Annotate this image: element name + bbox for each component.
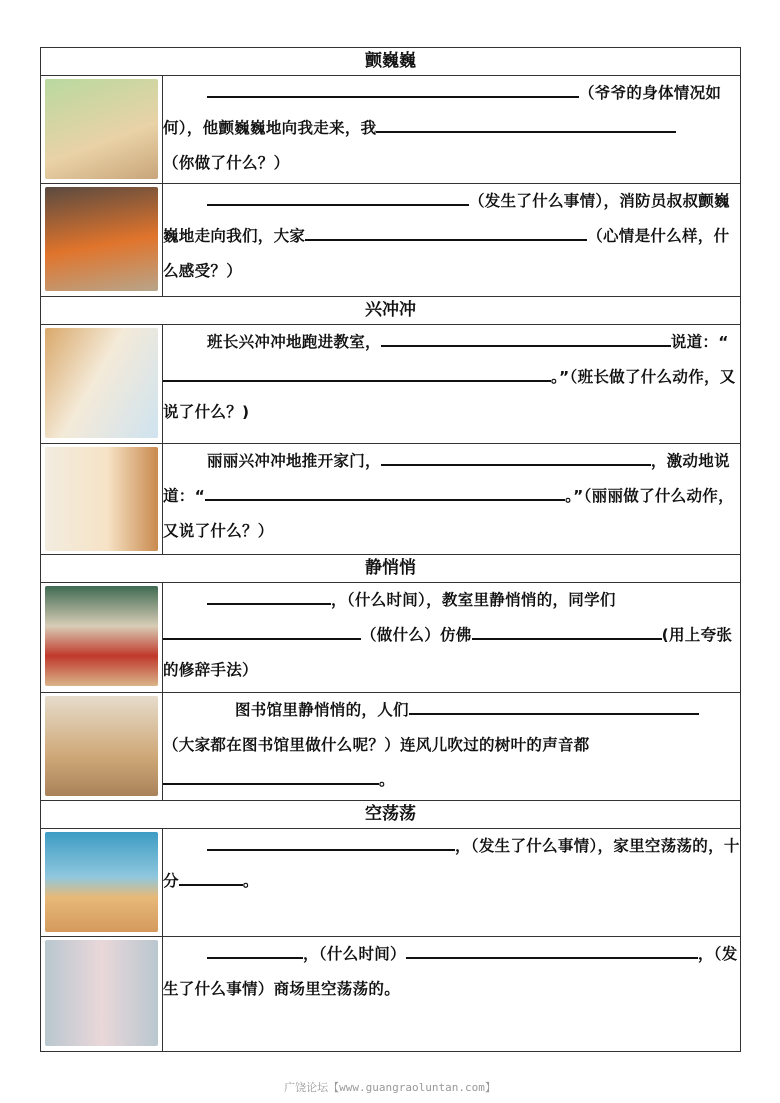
exercise-item xyxy=(163,583,741,693)
answer-blank[interactable] xyxy=(381,325,671,347)
shopping-mall-image xyxy=(45,940,158,1046)
answer-blank[interactable] xyxy=(207,184,469,206)
section-title: 兴冲冲 xyxy=(41,297,741,325)
exercise-item xyxy=(163,325,741,444)
answer-blank[interactable] xyxy=(207,76,579,98)
exercise-item xyxy=(163,76,741,184)
section-title: 空荡荡 xyxy=(41,801,741,829)
answer-blank[interactable] xyxy=(406,937,698,959)
prompt-text: ，（什么时间），教室里静悄悄的，同学们 xyxy=(331,591,616,609)
firefighter-image xyxy=(45,187,158,291)
answer-blank[interactable] xyxy=(205,479,565,501)
worksheet-table xyxy=(40,47,741,1052)
prompt-text: （你做了什么？） xyxy=(163,154,290,172)
empty-room-image xyxy=(45,832,158,932)
exercise-item xyxy=(163,444,741,555)
exercise-item xyxy=(163,829,741,937)
prompt-text: 丽丽兴冲冲地推开家门， xyxy=(207,452,381,470)
answer-blank[interactable] xyxy=(472,618,662,640)
prompt-text: （大家都在图书馆里做什么呢？）连风儿吹过的树叶的声音都 xyxy=(163,736,590,754)
prompt-text: 。”（班长做了什么动作，又说了什么？) xyxy=(163,368,736,421)
prompt-text: ，（发生了什么事情），家里空荡荡的，十分 xyxy=(163,837,740,890)
answer-blank[interactable] xyxy=(207,583,331,605)
answer-blank[interactable] xyxy=(207,937,303,959)
prompt-text: 。 xyxy=(379,771,395,789)
classroom-image xyxy=(45,586,158,686)
answer-blank[interactable] xyxy=(409,693,699,715)
prompt-text: ，激动地说道：“ xyxy=(163,452,730,505)
prompt-text: （心情是什么样，什么感受？） xyxy=(163,227,730,280)
prompt-text: （爷爷的身体情况如何），他颤巍巍地向我走来，我 xyxy=(163,84,722,137)
library-image xyxy=(45,696,158,796)
answer-blank[interactable] xyxy=(163,360,551,382)
answer-blank[interactable] xyxy=(305,219,587,241)
answer-blank[interactable] xyxy=(207,829,455,851)
prompt-text: ，（什么时间） xyxy=(303,945,406,963)
prompt-text: (用上夸张的修辞手法） xyxy=(163,626,733,679)
footer-watermark: 广饶论坛【www.guangraoluntan.com】 xyxy=(284,1081,496,1094)
exercise-item xyxy=(163,937,741,1052)
section-title: 静悄悄 xyxy=(41,555,741,583)
prompt-text: （做什么）仿佛 xyxy=(361,626,472,644)
exercise-item xyxy=(163,693,741,801)
answer-blank[interactable] xyxy=(179,864,243,886)
prompt-text: 。 xyxy=(242,872,259,890)
answer-blank[interactable] xyxy=(381,444,651,466)
answer-blank[interactable] xyxy=(376,111,676,133)
prompt-text: 图书馆里静悄悄的，人们 xyxy=(235,701,409,719)
prompt-text: 说道：“ xyxy=(670,333,729,351)
prompt-text: 。”（丽丽做了什么动作，又说了什么？） xyxy=(163,487,734,540)
exercise-item xyxy=(163,184,741,297)
section-title: 颤巍巍 xyxy=(41,48,741,76)
prompt-text: ，（发生了什么事情）商场里空荡荡的。 xyxy=(163,945,738,998)
girl-at-door-image xyxy=(45,447,158,551)
grandpa-child-image xyxy=(45,79,158,179)
prompt-text: （发生了什么事情），消防员叔叔颤巍巍地走向我们，大家 xyxy=(163,192,730,245)
answer-blank[interactable] xyxy=(163,618,361,640)
prompt-text: 班长兴冲冲地跑进教室， xyxy=(207,333,381,351)
answer-blank[interactable] xyxy=(163,763,379,785)
girl-running-image xyxy=(45,328,158,438)
